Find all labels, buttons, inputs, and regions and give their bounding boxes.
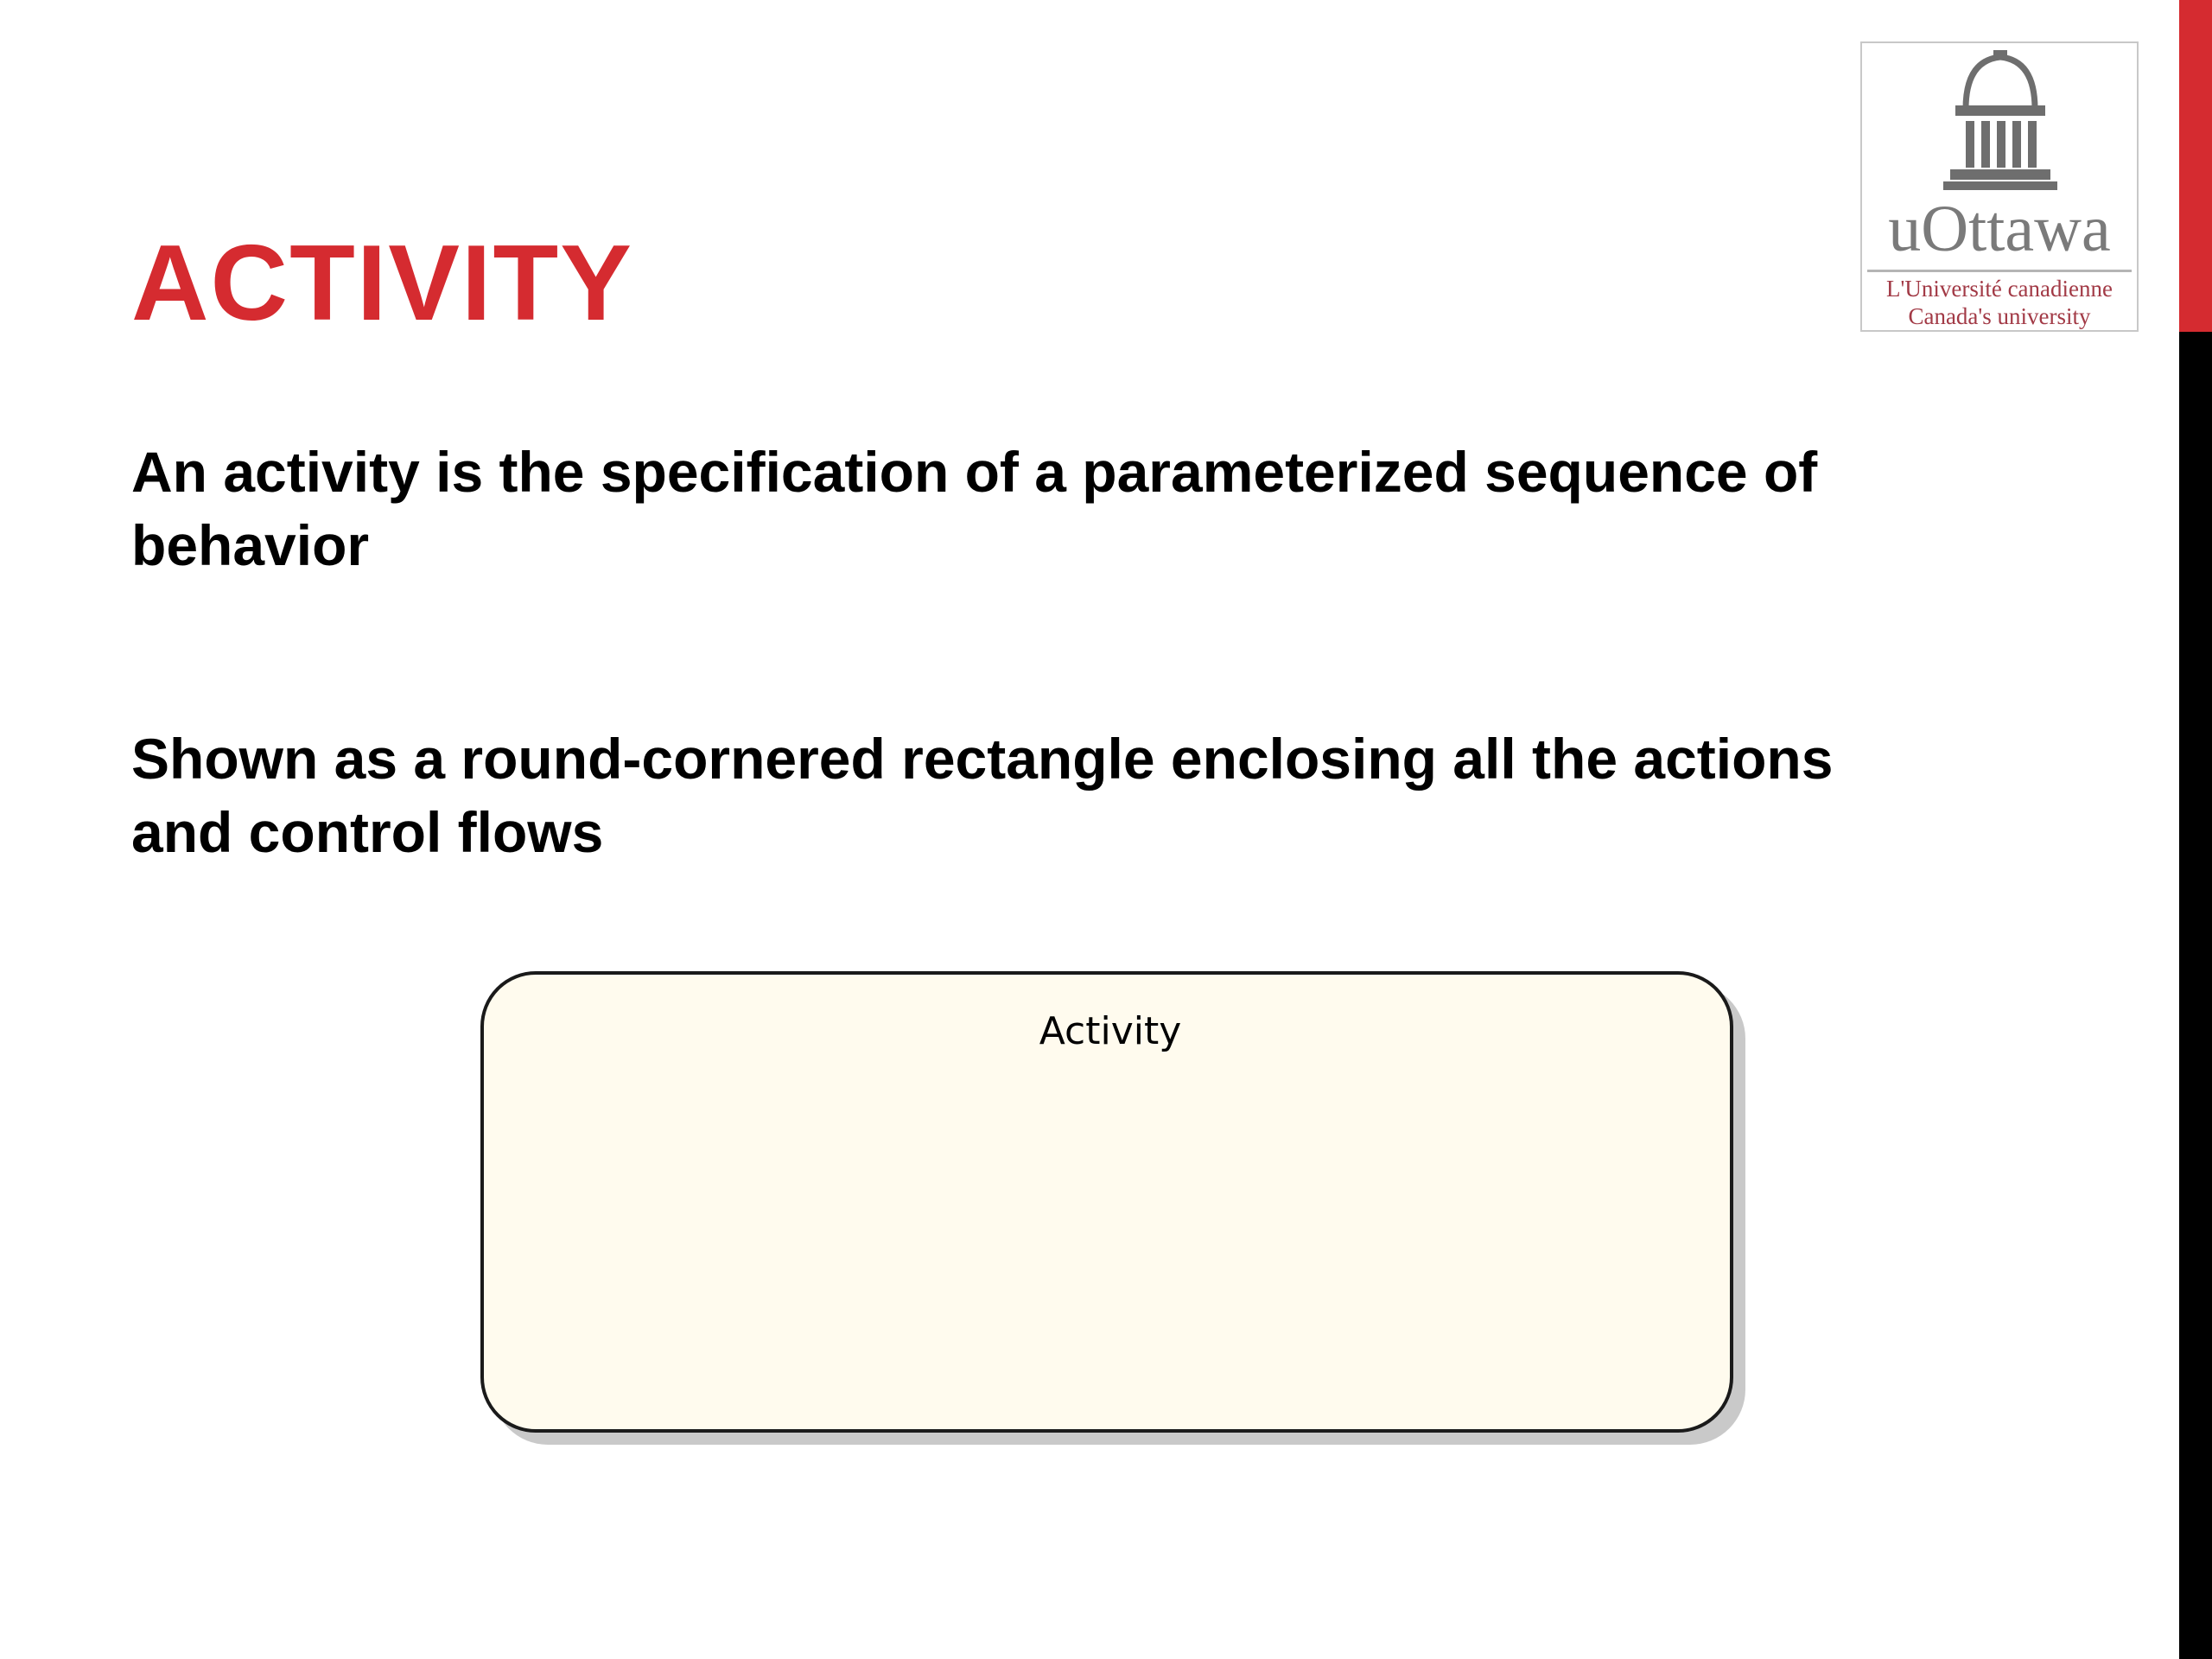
logo-divider [1867,270,2132,272]
bullet-notation: Shown as a round-cornered rectangle enclosing all the actions and control flows [131,727,1834,864]
university-building-icon [1931,48,2069,194]
logo-tagline-french: L'Université canadienne [1886,276,2113,302]
activity-frame [480,971,1733,1433]
bullet-definition: An activity is the specification of a parameterized sequence of behavior [131,440,1818,577]
logo-tagline-english: Canada's university [1908,303,2091,329]
slide-title: ACTIVITY [131,224,633,343]
activity-label: Activity [1039,1009,1182,1053]
side-accent-bar-red [2179,0,2212,332]
logo-wordmark: uOttawa [1888,193,2111,265]
uottawa-logo [1860,41,2139,332]
side-accent-bar-black [2179,332,2212,1659]
activity-diagram [480,971,1751,1455]
